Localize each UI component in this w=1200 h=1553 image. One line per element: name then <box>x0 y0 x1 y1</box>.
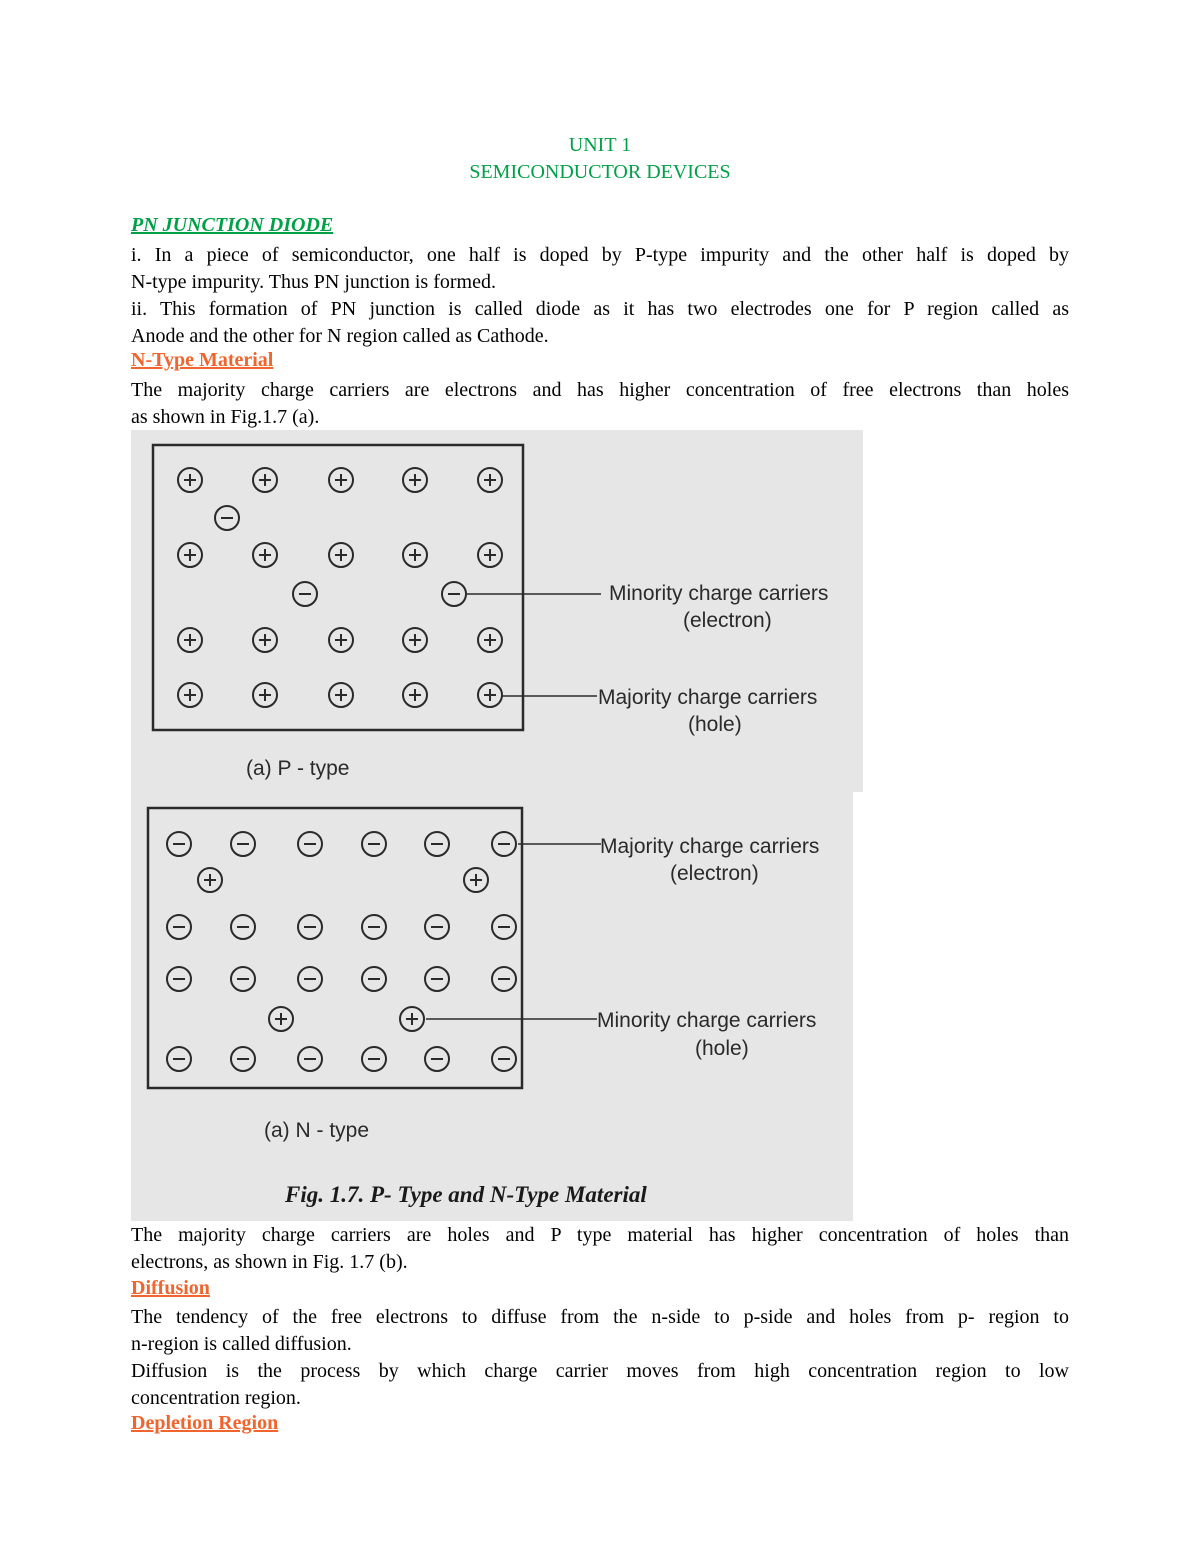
p-minority-sublabel: (electron) <box>683 609 772 632</box>
p-minority-label: Minority charge carriers <box>609 582 829 605</box>
text-line: Anode and the other for N region called as Cathode. <box>131 325 549 347</box>
n-type-caption: (a) N - type <box>264 1119 370 1142</box>
paragraph-diffusion-1 <box>131 1304 1069 1358</box>
p-majority-label: Majority charge carriers <box>598 686 818 709</box>
paragraph-diffusion-2 <box>131 1358 1069 1412</box>
figure-svg <box>131 430 863 1221</box>
n-minority-sublabel: (hole) <box>695 1037 749 1060</box>
text-line: Diffusion is the process by which charge carrier moves from high concentration region to low <box>131 1360 1069 1382</box>
text-line: ii. This formation of PN junction is called diode as it has two electrodes one for P region called as <box>131 298 1069 320</box>
paragraph-p-type <box>131 1222 1069 1276</box>
page-title: SEMICONDUCTOR DEVICES <box>469 161 731 183</box>
text-line: n-region is called diffusion. <box>131 1333 352 1355</box>
n-minority-label: Minority charge carriers <box>597 1009 817 1032</box>
figure-caption: Fig. 1.7. P- Type and N-Type Material <box>285 1182 647 1207</box>
text-line: The majority charge carriers are holes and P type material has higher concentration of holes than <box>131 1224 1069 1246</box>
figure-p-n-type <box>131 430 863 1221</box>
text-line: N-type impurity. Thus PN junction is formed. <box>131 271 496 293</box>
n-majority-label: Majority charge carriers <box>600 835 820 858</box>
text-line: electrons, as shown in Fig. 1.7 (b). <box>131 1251 408 1273</box>
p-type-caption: (a) P - type <box>246 757 350 780</box>
heading-depletion-region: Depletion Region <box>131 1412 279 1434</box>
text-line: The majority charge carriers are electrons and has higher concentration of free electrons than holes <box>131 379 1069 401</box>
paragraph-n-type <box>131 377 1069 431</box>
paragraph-pn-2 <box>131 296 1069 350</box>
n-majority-sublabel: (electron) <box>670 862 759 885</box>
heading-diffusion: Diffusion <box>131 1277 210 1299</box>
text-line: i. In a piece of semiconductor, one half is doped by P-type impurity and the other half is doped by <box>131 244 1069 266</box>
p-majority-sublabel: (hole) <box>688 713 742 736</box>
text-line: The tendency of the free electrons to diffuse from the n-side to p-side and holes from p- region to <box>131 1306 1069 1328</box>
heading-pn-junction: PN JUNCTION DIODE <box>131 214 334 236</box>
heading-n-type: N-Type Material <box>131 349 274 371</box>
text-line: as shown in Fig.1.7 (a). <box>131 406 320 428</box>
paragraph-pn-1 <box>131 242 1069 296</box>
text-line: concentration region. <box>131 1387 301 1409</box>
unit-title: UNIT 1 <box>568 134 632 156</box>
